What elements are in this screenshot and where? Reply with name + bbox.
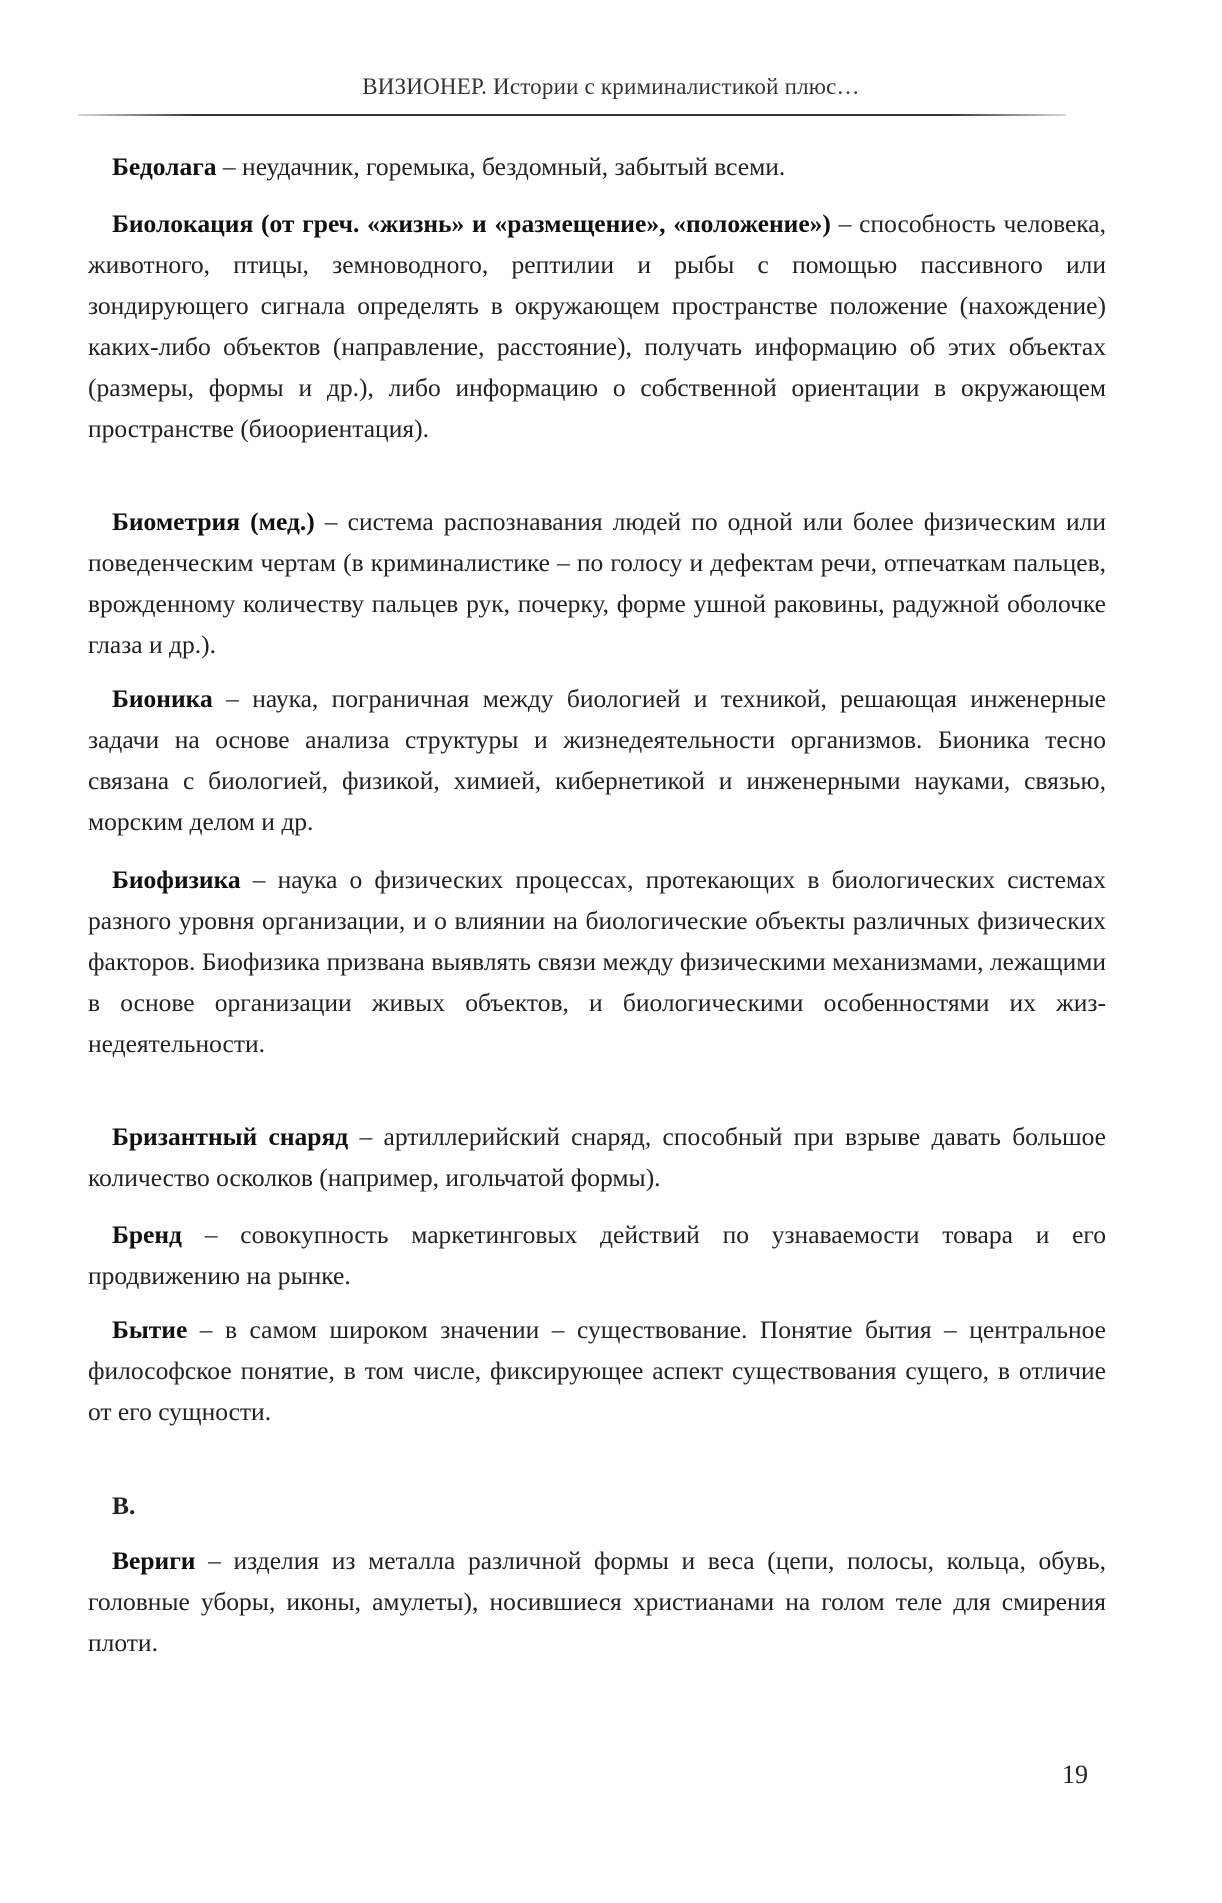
page-number: 19 [1062, 1760, 1088, 1789]
term: Бедолага [112, 152, 217, 181]
definition: – наука о физических процессах, протекающих в биологических системах разного уровня организации, и о влиянии на биологические объекты различных физических факторов. Биофизика призвана выявлять связи между физическими механизмами, лежащими в основе организации живых объектов, и биологическими особенностями их жизнедеятельности. [88, 865, 1106, 1058]
entry-bedolaga [88, 146, 1106, 187]
entry-biolokatsiya [88, 203, 1106, 449]
term: Биофизика [112, 865, 241, 894]
entry-verigi [88, 1540, 1106, 1663]
term: Вериги [112, 1546, 196, 1575]
entry-biofizika [88, 859, 1106, 1064]
term: Биометрия (мед.) [112, 507, 315, 536]
entry-bionika [88, 678, 1106, 842]
term: Бризантный снаряд [112, 1122, 349, 1151]
entry-brizantny-snaryad [88, 1116, 1106, 1198]
header-rule [78, 114, 1066, 116]
definition: – совокупность маркетинговых действий по узнаваемости товара и его продвижению на рынке. [88, 1220, 1106, 1290]
running-header: ВИЗИОНЕР. Истории с криминалистикой плюс… [362, 74, 860, 99]
entry-bytie [88, 1309, 1106, 1432]
definition: – система распознавания людей по одной или более физическим или поведенческим чертам (в криминалистике – по голосу и дефектам речи, отпечаткам пальцев, врожденному количеству пальцев рук, почерку, форме ушной раковины, радужной оболочке глаза и др.). [88, 507, 1107, 659]
term: Биолокация (от греч. «жизнь» и «размещение», «положение») [112, 209, 831, 238]
definition: – наука, пограничная между биологией и техникой, решающая инженерные задачи на основе анализа структуры и жизнедеятельности организмов. Бионика тесно связана с биологией, физикой, химией, кибернетикой и инженерными науками, связью, морским делом и др. [88, 684, 1106, 836]
definition: – артиллерийский снаряд, способный при взрыве давать большое количество осколков (например, игольчатой формы). [88, 1122, 1106, 1192]
definition: – в самом широком значении – существование. Понятие бытия – центральное философское понятие, в том числе, фиксирующее аспект существования сущего, в отличие от его сущности. [88, 1315, 1106, 1426]
entry-biometriya [88, 501, 1106, 665]
section-heading-v: В. [112, 1491, 136, 1520]
term: Бренд [112, 1220, 182, 1249]
term: Бионика [112, 684, 213, 713]
definition: – неудачник, горемыка, бездомный, забытый всеми. [216, 152, 786, 181]
definition: – изделия из металла различной формы и веса (цепи, полосы, кольца, обувь, головные уборы, иконы, амулеты), носившиеся христианами на голом теле для смирения плоти. [88, 1546, 1106, 1657]
term: Бытие [112, 1315, 188, 1344]
entry-brend [88, 1214, 1106, 1296]
definition: – способность человека, животного, птицы, земноводного, рептилии и рыбы с помощью пассивного или зондирующего сигнала определять в окружающем пространстве положение (нахождение) каких-либо объектов (направление, расстояние), получать информацию об этих объектах (размеры, формы и др.), либо информацию о собственной ориентации в окружающем пространстве (биоориентация). [88, 209, 1106, 443]
